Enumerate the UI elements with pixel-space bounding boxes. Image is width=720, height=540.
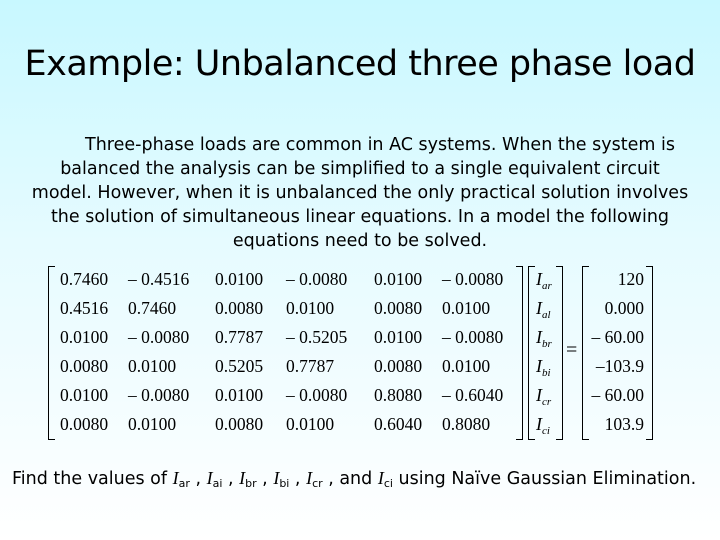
matrix-cell: 0.5205	[215, 356, 264, 376]
unknown-variable: $I_{bi}$	[536, 356, 551, 379]
matrix-cell: 0.0080	[374, 298, 423, 318]
instruction-line	[12, 468, 712, 490]
current-variable: $I_{br}$	[239, 468, 257, 490]
matrix-cell: – 0.0080	[128, 385, 190, 405]
current-variable: $I_{ar}$	[172, 468, 190, 490]
rhs-value: –103.9	[595, 356, 644, 376]
matrix-cell: – 0.0080	[286, 385, 348, 405]
matrix-cell: 0.0080	[215, 298, 264, 318]
matrix-cell: – 0.4516	[128, 269, 190, 289]
matrix-cell: – 0.0080	[286, 269, 348, 289]
rhs-right-bracket	[646, 266, 653, 440]
matrix-cell: 0.0100	[374, 269, 423, 289]
current-variable: $I_{bi}$	[273, 468, 290, 490]
rhs-value: 103.9	[604, 414, 644, 434]
problem-text: Three-phase loads are common in AC systems. When the system is balanced the analysis can be simplified to a single equivalent circuit model. However, when it is unbalanced the only practical solution involves the solution of simultaneous linear equations. In a model the following equations need to be solved.	[31, 135, 689, 251]
unknowns-right-bracket	[556, 266, 563, 440]
separator: ,	[289, 469, 307, 489]
matrix-cell: 0.0080	[60, 414, 109, 434]
current-variable: $I_{ci}$	[377, 468, 393, 490]
instruction-prefix: Find the values of	[12, 469, 173, 489]
matrix-cell: – 0.0080	[442, 327, 504, 347]
unknown-variable: $I_{cr}$	[536, 385, 552, 408]
matrix-cell: 0.0100	[215, 269, 264, 289]
matrix-cell: – 0.0080	[442, 269, 504, 289]
unknown-variable: $I_{ar}$	[536, 269, 552, 292]
rhs-value: 120	[617, 269, 644, 289]
current-variable: $I_{cr}$	[306, 468, 323, 490]
unknown-variable: $I_{al}$	[536, 298, 551, 321]
matrix-cell: 0.0100	[442, 298, 491, 318]
matrix-cell: 0.0100	[286, 298, 335, 318]
separator: ,	[256, 469, 274, 489]
matrix-cell: – 0.0080	[128, 327, 190, 347]
separator: , and	[322, 469, 378, 489]
separator: ,	[189, 469, 207, 489]
rhs-value: 0.000	[604, 298, 644, 318]
matrix-left-bracket	[48, 266, 55, 440]
rhs-value: – 60.00	[591, 327, 644, 347]
unknowns-left-bracket	[528, 266, 535, 440]
matrix-cell: 0.0080	[215, 414, 264, 434]
matrix-cell: 0.0100	[128, 356, 177, 376]
matrix-cell: 0.0100	[60, 385, 109, 405]
matrix-cell: – 0.6040	[442, 385, 504, 405]
separator: ,	[222, 469, 240, 489]
problem-description	[30, 133, 690, 253]
matrix-cell: 0.7460	[60, 269, 109, 289]
unknown-variable: $I_{ci}$	[536, 414, 550, 437]
equals-sign: =	[566, 339, 578, 361]
matrix-cell: 0.6040	[374, 414, 423, 434]
matrix-cell: 0.4516	[60, 298, 109, 318]
matrix-cell: 0.7787	[286, 356, 335, 376]
matrix-cell: 0.0100	[286, 414, 335, 434]
matrix-cell: 0.0100	[60, 327, 109, 347]
matrix-cell: 0.0100	[215, 385, 264, 405]
matrix-cell: 0.7460	[128, 298, 177, 318]
matrix-cell: 0.8080	[374, 385, 423, 405]
matrix-cell: 0.0080	[60, 356, 109, 376]
matrix-cell: – 0.5205	[286, 327, 348, 347]
unknown-variable: $I_{br}$	[536, 327, 552, 350]
matrix-cell: 0.0100	[128, 414, 177, 434]
matrix-cell: 0.0100	[442, 356, 491, 376]
instruction-suffix: using Naïve Gaussian Elimination.	[392, 469, 697, 489]
matrix-cell: 0.8080	[442, 414, 491, 434]
matrix-cell: 0.7787	[215, 327, 264, 347]
matrix-right-bracket	[516, 266, 523, 440]
current-variable: $I_{ai}$	[206, 468, 223, 490]
matrix-cell: 0.0080	[374, 356, 423, 376]
slide-title: Example: Unbalanced three phase load	[24, 44, 696, 84]
rhs-value: – 60.00	[591, 385, 644, 405]
matrix-cell: 0.0100	[374, 327, 423, 347]
